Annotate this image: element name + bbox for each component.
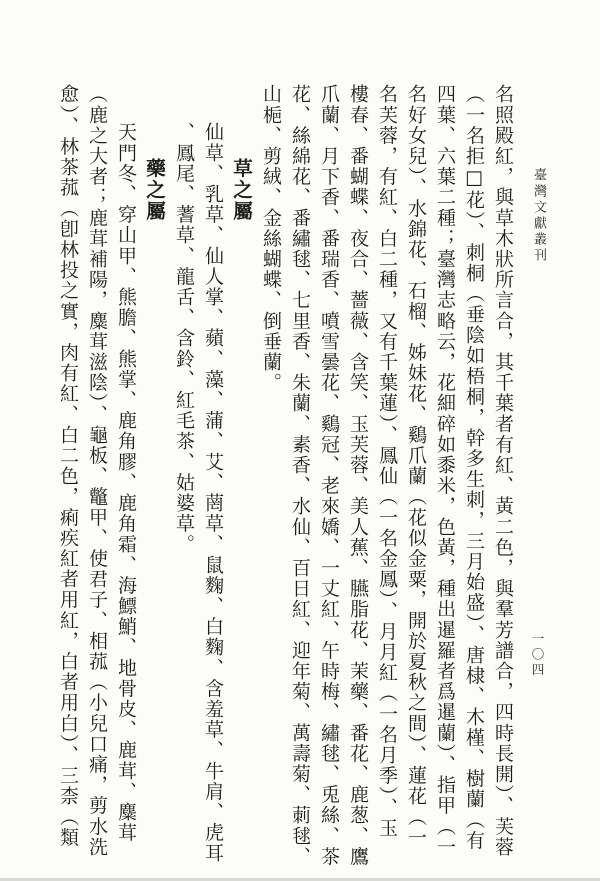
page-number: 一〇四 xyxy=(530,632,545,679)
text-column: 四葉、六葉二種；臺灣志略云，花細碎如黍米，色黃，種出暹羅者爲暹蘭）、指甲（一 xyxy=(434,84,456,858)
text-column: （鹿之大者；鹿茸補陽，麋茸滋陰）、龜板、鼈甲、使君子、相菰（小兒口痛，剪水洗 xyxy=(86,84,108,858)
text-column: 爪蘭、月下香、番瑞香、噴雪曇花、鷄冠、老來嬌、一丈紅、午時梅、繡毬、兎絲、茶 xyxy=(318,84,340,867)
text-column: 名好女兒）、水錦花、石榴、姊妹花、鷄爪蘭（花似金粟，開於夏秋之間）、蓮花（一 xyxy=(405,84,427,848)
text-column: 樓春、番蝴蝶、夜合、薔薇、含笑、玉芙蓉、美人蕉、臙脂花、茉藥、番花、鹿葱、鷹 xyxy=(347,84,369,867)
text-column: 山梔、剪絨、金絲蝴蝶、倒垂蘭。 xyxy=(260,84,282,393)
series-title: 臺灣文獻叢刊 xyxy=(531,168,546,264)
text-column: （一名拒□花）、刺桐（垂陰如梧桐，幹多生刺，三月始盛）、唐棣、木槿、樹蘭（有 xyxy=(463,84,485,851)
text-column: 、鳳尾、蓍草、龍舌、含鈴、紅毛茶、姑婆草。 xyxy=(173,122,195,555)
text-body xyxy=(52,84,517,877)
text-column: 天門冬、穿山甲、熊膽、熊掌、鹿角膠、鹿角霜、海鰾鮹、地骨皮、鹿茸、麋茸 xyxy=(115,122,137,843)
section-header: 藥之屬 xyxy=(143,158,166,222)
text-column: 愈）、林茶菰（卽林投之實，肉有紅、白二色，痢疾紅者用紅，白者用白）、三柰（類 xyxy=(57,84,79,848)
text-column: 名芙蓉，有紅、白二種，又有千葉蓮）、鳳仙（一名金鳳）、月月紅（一名月季）、玉 xyxy=(376,84,398,839)
section-header: 草之屬 xyxy=(230,158,253,222)
text-column: 名照殿紅，與草木狀所言合，其千葉者有紅、黃二色，與羣芳譜合，四時長開）、芙蓉 xyxy=(492,84,514,858)
text-column: 仙草、乳草、仙人掌、蘋、藻、蒲、艾、菵草、鼠麴、白麴、含羞草、牛肩、虎耳 xyxy=(202,122,224,864)
text-column: 花、絲綿花、番繡毬、七里香、朱蘭、素香、水仙、百日紅、迎年菊、萬壽菊、莿毬、 xyxy=(289,84,311,867)
